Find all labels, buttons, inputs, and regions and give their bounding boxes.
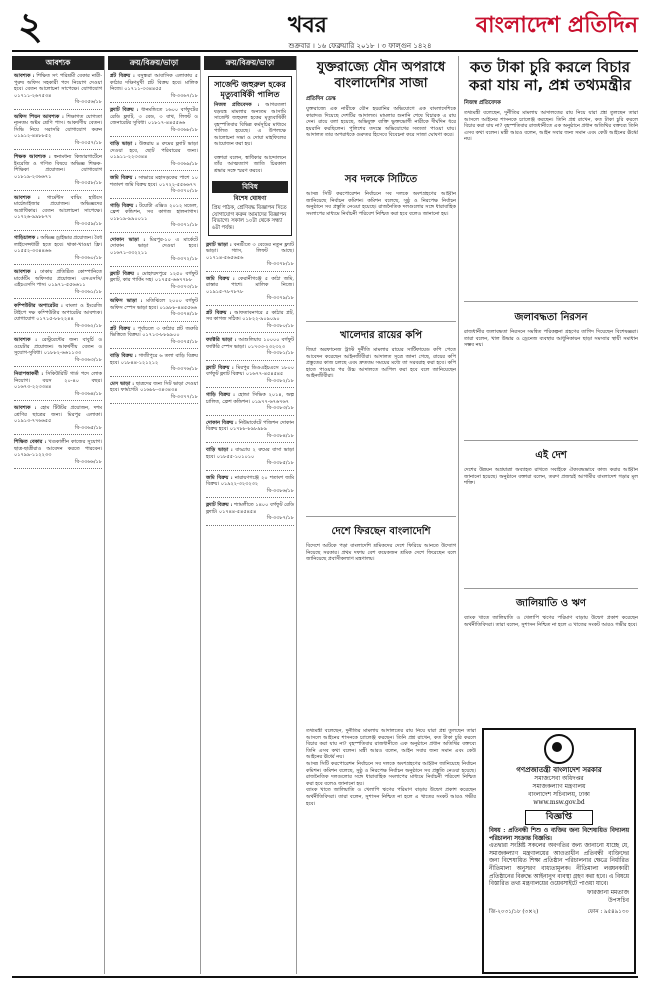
- signatory: ফারজানা মমতাজ: [586, 888, 629, 896]
- ad-reference: বি-৩৩৮০/১৮: [266, 322, 294, 329]
- ad-reference: বি-৩৩৬৯/১৮: [170, 160, 198, 167]
- ad-text: শিক্ষিত সৎ পরিশ্রমী বেকার নারী-পুরুষ অফিস সহকারী পদে নিয়োগ দেওয়া হবে। বেতন আলোচনা সাপেক্ষে। যোগাযোগ ০১৭১১-২৬৭৫৩৪: [14, 73, 103, 99]
- ad-text: স্বনামধন্য কিন্ডারগার্টেনে ইংরেজি ও গণিত বিষয়ে অভিজ্ঞ শিক্ষক-শিক্ষিকা প্রয়োজন। যোগাযোগ ০১৮১৯-২৩৬৬৭১: [14, 154, 102, 180]
- ad-category: ফ্ল্যাট ভাড়া :: [206, 241, 232, 248]
- ad-text: শ্যামলীতে ১৪০০ বর্গফুট রেডি ফ্ল্যাট। ০১৭৪৪-৫৪৫৪৫৪: [206, 502, 294, 515]
- ad-category: আবশ্যক :: [14, 405, 37, 411]
- ad-text: আফতাবনগরে ৫ কাঠার প্লট, সব কাগজ সঠিক। ০১৮২২-৯০৯০৯০: [206, 309, 295, 323]
- ad-category: কম্পিউটার অপারেটর :: [14, 303, 63, 309]
- ad-reference: বি-৩৩৭৪/১৮: [170, 311, 198, 317]
- ad-text: মতিঝিলে ২০০০ বর্গফুট অফিস স্পেস ভাড়া হবে। ০১৯৮৮-৪৪৫৫৬৬: [110, 298, 198, 311]
- news-brief-byline: নিজস্ব প্রতিবেদক :: [214, 102, 260, 108]
- classified-ad: [14, 114, 102, 151]
- masthead: [0, 0, 650, 52]
- ad-text: ধানমন্ডিতে ১৬০০ বর্গফুটের রেডি ফ্ল্যাট, ৩ বেড, ৩ বাথ, লিফট ও জেনারেটর সুবিধা। ০১৮১৭-৪৪৫৫৬৬: [110, 107, 198, 126]
- ad-category: ফ্ল্যাট বিক্রয় :: [206, 364, 234, 371]
- subhead: দেশে ফিরছেন বাংলাদেশি: [331, 526, 431, 537]
- news-brief-title: সার্জেন্ট জহুরুল হকের মৃত্যুবার্ষিকী পালিত: [214, 80, 286, 99]
- ad-category: ফ্ল্যাট বিক্রয় :: [110, 107, 139, 113]
- subhead: খালেদার রায়ের কপি: [339, 330, 422, 341]
- story-body: রাজধানীর জলাবদ্ধতা নিরসনে সমন্বিত পরিকল্পনা গ্রহণের তাগিদ দিয়েছেন বিশেষজ্ঞরা। তারা বলেন, খাল উদ্ধার ও ড্রেনেজ ব্যবস্থার আধুনিকায়ন ছাড়া সমস্যার স্থায়ী সমাধান সম্ভব নয়।: [464, 329, 638, 349]
- story-information-minister: [464, 98, 638, 298]
- story-body: ব্যাংক খাতে জালিয়াতি ও খেলাপি ঋণের পরিমাণ বাড়ায় উদ্বেগ প্রকাশ করেছেন অর্থনীতিবিদরা। তারা বলেন, সুশাসন নিশ্চিত না হলে এ খাতের সংকট আরও গভীর হবে।: [306, 787, 476, 807]
- story-body: তথ্যমন্ত্রী বলেছেন, দুর্নীতির মামলায় আদালতের রায় নিয়ে যারা প্রশ্ন তুলছেন তারা আসলে আইনের শাসনকে চ্যালেঞ্জ করছেন। তিনি প্রশ্ন রাখেন, কত টাকা চুরি করলে বিচার করা যায় না? বৃহস্পতিবার রাজধানীতে এক অনুষ্ঠানে প্রধান অতিথির বক্তব্যে তিনি এসব কথা বলেন। মন্ত্রী আরও বলেন, আইন সবার জন্য সমান এবং কেউ আইনের ঊর্ধ্বে নয়।: [464, 110, 638, 143]
- story-continuation: [306, 728, 476, 974]
- government-seal-icon: [544, 734, 574, 764]
- ad-text: ছাত্রদের জন্য সিট ভাড়া দেওয়া হবে। ফার্মগেট। ০১৬৮৮-৩৪৩৪৩৪: [110, 380, 198, 393]
- ad-reference: বি-৩৩৮৪/১৮: [266, 432, 294, 439]
- ad-category: জমি বিক্রয় :: [206, 474, 233, 481]
- notice-label: বিজ্ঞপ্তি: [525, 810, 593, 825]
- classified-ad: [110, 141, 198, 171]
- ad-text: বনশ্রীতে ৩ বেডের নতুন ফ্ল্যাট ভাড়া। গ্যাস, লিফট আছে। ০১৭১৪-৫৬৫৬৫৬: [206, 241, 294, 261]
- ad-text: উত্তরায় ৪ রুমের ফ্ল্যাট ভাড়া দেওয়া হবে, ছোট পরিবারের জন্য। ০১৯১১-২২৩৩৪৪: [110, 141, 199, 160]
- page-number: ২: [18, 4, 43, 48]
- ad-category: আবশ্যক :: [14, 73, 35, 79]
- news-brief-text: আগরতলা ষড়যন্ত্র মামলার অন্যতম আসামি সার্জেন্ট জহুরুল হকের মৃত্যুবার্ষিকী বৃহস্পতিবার বিভিন্ন কর্মসূচির মাধ্যমে পালিত হয়েছে। এ উপলক্ষে আলোচনা সভা ও দোয়া মাহফিলের আয়োজন করা হয়।: [214, 102, 286, 147]
- govt-website[interactable]: www.msw.gov.bd: [533, 799, 585, 806]
- news-section: [306, 56, 638, 974]
- ad-category: গাড়িচালক :: [14, 235, 39, 241]
- govt-name: গণপ্রজাতন্ত্রী বাংলাদেশ সরকার: [516, 766, 602, 774]
- ad-text: বাংলা ও ইংরেজি টাইপে দক্ষ কম্পিউটার অপারেটর আবশ্যক। যোগাযোগ ০১৭১৫-৮৮২২৪৪: [14, 303, 103, 322]
- notice-phone: ফোন : ৯৫৪৯১৩০: [587, 908, 629, 915]
- classified-ad: [206, 310, 294, 334]
- ad-category: প্লট বিক্রয় :: [110, 73, 135, 79]
- story-body: দেশের উন্নয়ন অগ্রযাত্রা অব্যাহত রাখতে সবাইকে ঐক্যবদ্ধভাবে কাজ করার আহ্বান জানানো হয়েছে। অনুষ্ঠানে বক্তারা বলেন, তরুণ প্রজন্মই আগামীর বাংলাদেশ গড়ার মূল শক্তি।: [464, 467, 638, 487]
- ad-category: দোকান বিক্রয় :: [206, 419, 237, 426]
- classified-ad: [110, 353, 198, 377]
- subhead: সব দলকে সিটিতে: [344, 174, 418, 185]
- classified-column: [204, 56, 297, 974]
- story-this-country: [464, 444, 638, 584]
- notice-subject: বিষয় : প্রতিবন্ধী শিশু ও ব্যক্তির জন্য বিশেষায়িত বিদ্যালয় পরিচালনা সংক্রান্ত বিজ্ঞপ্তি।: [489, 828, 629, 842]
- ad-category: নিরাপত্তাকর্মী :: [14, 371, 44, 377]
- section-title: খবর: [288, 13, 327, 38]
- notice-body: এতদ্বারা সংশ্লিষ্ট সকলের অবগতির জন্য জানানো যাচ্ছে যে, সমাজকল্যাণ মন্ত্রণালয়ের আওতাধীন প্রতিবন্ধী ব্যক্তিদের জন্য বিশেষায়িত শিক্ষা প্রতিষ্ঠান পরিচালনার ক্ষেত্রে নির্ধারিত নীতিমালা অনুসরণ বাধ্যতামূলক। নীতিমালা লঙ্ঘনকারী প্রতিষ্ঠানের বিরুদ্ধে আইনানুগ ব্যবস্থা গ্রহণ করা হবে। এ বিষয়ে বিস্তারিত তথ্য মন্ত্রণালয়ের ওয়েবসাইটে পাওয়া যাবে।: [489, 843, 629, 888]
- ad-category: অফিস ভাড়া :: [110, 298, 143, 304]
- headline-information-minister: কত টাকা চুরি করলে বিচার করা যায় না, প্রশ্ন তথ্যমন্ত্রীর: [468, 58, 632, 94]
- govt-address: বাংলাদেশ সচিবালয়, ঢাকা: [528, 791, 590, 798]
- classified-ad: [14, 337, 102, 367]
- ad-reference: বি-৩৩৭১/১৮: [170, 222, 198, 228]
- ad-text: হোন্ডা সিভিক ২০১৪, অল্প চালিত, ফ্রেশ কন্ডিশন। ০১৯৭৭-৬৭৬৭৬৭: [206, 392, 294, 405]
- ad-text: মিরপুর-১০ এ মার্কেটে দোকান ভাড়া দেওয়া হবে। ০১৬৭১-৩৩২২১১: [110, 236, 198, 256]
- story-fraud-loans: [464, 592, 638, 722]
- subhead: এই দেশ: [535, 450, 567, 461]
- ad-reference: বি-৩৩৬২/১৮: [74, 322, 102, 329]
- ad-text: অভিজ্ঞ ড্রাইভার প্রয়োজন। বৈধ লাইসেন্সধারী হতে হবে। থাকা-খাওয়া ফ্রি। ০১৫৫২-৩৩৪৪৬৬: [14, 235, 103, 254]
- story-uk-sentence: [306, 94, 456, 166]
- ad-reference: বি-৩৩৮১/১৮: [266, 350, 294, 357]
- ad-reference: বি-৩৩৭০/১৮: [170, 188, 198, 194]
- news-brief-box: [208, 76, 292, 236]
- classified-ad: [206, 242, 294, 272]
- govt-ministry: সমাজকল্যাণ মন্ত্রণালয়: [532, 783, 586, 790]
- ad-reference: বি-৩৩৬১/১৮: [74, 288, 102, 295]
- classified-column-heading: ক্রয়/বিক্রয়/ভাড়া: [108, 56, 200, 70]
- govt-department: সমাজসেবা অধিদপ্তর: [534, 775, 584, 782]
- classified-ad: [206, 392, 294, 416]
- story-body: বিদেশে আটকে পড়া বাংলাদেশি শ্রমিকদের দেশে ফিরিয়ে আনতে উদ্যোগ নিয়েছে সরকার। প্রথম দফায় বেশ কয়েকজন শ্রমিক দেশে ফিরেছেন বলে জানিয়েছে প্রবাসীকল্যাণ মন্ত্রণালয়।: [306, 543, 456, 563]
- ad-text: পূর্বাচলে ৩ কাঠার প্লট জরুরি ভিত্তিতে বিক্রয়। ০১৭১৩-৮৮৯৯০০: [110, 325, 199, 338]
- ad-reference: বি-৩৩৭৫/১৮: [170, 338, 198, 345]
- classified-ad: [110, 271, 198, 295]
- classified-ad: [14, 371, 102, 401]
- ad-reference: বি-৩৩৬৩/১৮: [74, 356, 102, 363]
- classified-ad: [14, 235, 102, 265]
- ad-text: বাড্ডায় ২ রুমের বাসা ভাড়া হবে। ০১৮৫৫-১০১০১০: [206, 447, 294, 460]
- classified-ad: [206, 337, 294, 361]
- story-body: যুক্তরাজ্যে এক নারীকে যৌন হয়রানির অভিযোগে এক বাংলাদেশিকে কারাদণ্ড দিয়েছে দেশটির আদালত। মামলার শুনানি শেষে বিচারক এ রায় দেন। রায়ে বলা হয়েছে, অভিযুক্ত ব্যক্তি ভুক্তভোগী নারীকে দীর্ঘদিন ধরে হয়রানি করছিলেন। পুলিশের তদন্তে অভিযোগের সত্যতা পাওয়া যায়। আদালত তার অপরাধকে গুরুতর হিসেবে বিবেচনা করে সাজা ঘোষণা করে।: [306, 106, 456, 139]
- ad-category: মেস ভাড়া :: [110, 380, 135, 387]
- row-divider: [464, 588, 638, 589]
- ad-reference: বি-৩৩৬০/১৮: [74, 254, 102, 261]
- ad-text: গার্মেন্টস বায়িং হাউসে মার্চেন্ডাইজার প্রয়োজন। অভিজ্ঞদের অগ্রাধিকার। বেতন আলোচনা সাপেক্ষে। ০১৭২৬-৯৯৮৮৭৭: [14, 194, 102, 220]
- ad-reference: বি-৩৩৬৭/১৮: [170, 92, 198, 99]
- ad-reference: বি-৩৩৮৩/১৮: [266, 405, 294, 412]
- ad-reference: বি-৩৩৮৫/১৮: [266, 460, 294, 467]
- ad-text: নারায়ণগঞ্জে ২০ শতাংশ জমি বিক্রয়। ০১৯২২-৩২৩২৩২: [206, 474, 294, 488]
- row-divider: [306, 516, 456, 517]
- government-notice: [482, 728, 636, 974]
- classified-ad: [206, 447, 294, 471]
- classified-ad: [110, 107, 198, 137]
- ad-text: ঢাকায় প্রতিষ্ঠিত কোম্পানিতে মার্কেটিং অফিসার প্রয়োজন। এসএসসি/এইচএসসি পাস। ০১৯৭১-৫৫৬৬১১: [14, 269, 102, 288]
- classified-ad: [14, 303, 102, 333]
- ad-text: রেস্টুরেন্টের জন্য বাবুর্চি ও ওয়েটার প্রয়োজন। আকর্ষণীয় বেতন ও সুযোগ-সুবিধা। ০১৮৮২-৬৬১১৩৩: [14, 337, 102, 356]
- ad-reference: বি-৩৩৬৫/১৮: [74, 424, 102, 431]
- ad-category: প্লট বিক্রয় :: [206, 309, 232, 316]
- ad-reference: বি-৩৩৮২/১৮: [266, 377, 294, 384]
- classified-ad: [110, 326, 198, 350]
- dateline: শুক্রবার । ১৬ ফেব্রুয়ারি ২০১৮ । ৩ ফাল্গুন ১৪২৪: [288, 42, 432, 50]
- ad-category: গাড়ি বিক্রয় :: [110, 202, 138, 209]
- story-body: ব্যাংক খাতে জালিয়াতি ও খেলাপি ঋণের পরিমাণ বাড়ায় উদ্বেগ প্রকাশ করেছেন অর্থনীতিবিদরা। তারা বলেন, সুশাসন নিশ্চিত না হলে এ খাতের সংকট আরও গভীর হবে।: [464, 615, 638, 628]
- story-body: আসন্ন সিটি করপোরেশন নির্বাচনে সব দলকে অংশগ্রহণের আহ্বান জানিয়েছে নির্বাচন কমিশন। কমিশন বলেছে, সুষ্ঠু ও নিরপেক্ষ নির্বাচন অনুষ্ঠানে সব প্রস্তুতি নেওয়া হয়েছে। রাজনৈতিক দলগুলোর সঙ্গে ধারাবাহিক সংলাপের মাধ্যমে নির্বাচনী পরিবেশ নিশ্চিত করা হবে বলেও জানানো হয়।: [306, 760, 476, 787]
- column-divider: [458, 56, 459, 726]
- ad-text: টয়োটা এক্সিও ২০১২ মডেল, ফ্রেশ কন্ডিশন, সব কাগজ হালনাগাদ। ০১৮১৯-৯৯০০১১: [110, 202, 198, 222]
- classified-column-heading: ক্রয়/বিক্রয়/ভাড়া: [204, 56, 296, 70]
- ad-reference: বি-৩৩৭২/১৮: [170, 256, 198, 262]
- classified-ad: [206, 502, 294, 526]
- ad-text: বসুন্ধরা আবাসিক এলাকায় ৫ কাঠার দক্ষিণমুখী প্লট বিক্রয় হবে। মালিক নিজে। ০১৭১১-৩৩৪৪৫৫: [110, 73, 198, 92]
- story-waterlogging: [464, 306, 638, 436]
- ad-category: গাড়ি বিক্রয় :: [206, 392, 235, 399]
- ad-text: হোম টিউটর প্রয়োজন, দশম শ্রেণির ছাত্রের জন্য। মিরপুর এলাকা। ০১৯১৩-৭৭৬৬৫৫: [14, 405, 103, 424]
- ad-reference: বি-৩৩৬৬/১৮: [74, 458, 102, 465]
- ad-reference: বি-৩৩৭৬/১৮: [170, 366, 198, 372]
- story-body: জিয়া অরফানেজ ট্রাস্ট দুর্নীতি মামলার রায়ের সার্টিফায়েড কপি পেতে আবেদন করেছেন আইনজীবীরা। আদালত সূত্রে জানা গেছে, রায়ের কপি প্রস্তুতের কাজ চলছে এবং দ্রুততম সময়ের মধ্যে তা সরবরাহ করা হবে। কপি হাতে পাওয়ার পর উচ্চ আদালতে আপিল করা হবে বলে জানিয়েছেন আইনজীবীরা।: [306, 347, 456, 380]
- headline-uk-sentence: যুক্তরাজ্যে যৌন অপরাধে বাংলাদেশির সাজা: [316, 60, 446, 91]
- ad-reference: বি-৩৩৫৭/১৮: [74, 139, 102, 146]
- ad-category: ফ্ল্যাট বিক্রয় :: [206, 502, 233, 509]
- subhead: জলাবদ্ধতা নিরসন: [514, 312, 588, 323]
- ad-text: গাজীপুরে ৬ তলা বাড়ি বিক্রয় হবে। ০১৮৪৪-১২১২১২: [110, 353, 198, 366]
- signatory-title: উপসচিব: [607, 896, 629, 904]
- classified-ad: [110, 175, 198, 199]
- ad-text: সাভারে মহাসড়কের পাশে ১০ শতাংশ জমি বিক্রয় হবে। ০১৭২২-৫৫৬৬৭৭: [110, 175, 198, 188]
- classified-ad: [206, 420, 294, 444]
- story-returnees: [306, 520, 456, 720]
- row-divider: [306, 321, 456, 322]
- ad-reference: বি-৩৩৭৭/১৮: [170, 393, 198, 400]
- row-divider: [464, 440, 638, 441]
- ad-reference: বি-৩৩৮৬/১৮: [266, 487, 294, 494]
- classified-ad: [14, 195, 102, 232]
- classified-column-heading: আবশ্যক: [12, 56, 104, 70]
- ad-category: অফিস পিয়ন আবশ্যক :: [14, 113, 64, 120]
- ad-text: কেরানীগঞ্জে ৫ কাঠা জমি, রাস্তার পাশে। মালিক নিজে। ০১৯১৫-৭৮৭৮৭৮: [206, 275, 294, 295]
- ad-reference: বি-৩৩৭৯/১৮: [266, 295, 294, 302]
- newspaper-name: বাংলাদেশ প্রতিদিন: [475, 13, 638, 38]
- news-brief-paragraph: [214, 155, 286, 178]
- ad-reference: বি-৩৩৭৩/১৮: [170, 283, 198, 290]
- ad-reference: বি-৩৩৬৮/১৮: [170, 126, 198, 133]
- subhead: জালিয়াতি ও ঋণ: [516, 598, 586, 609]
- ad-category: বাড়ি ভাড়া :: [110, 141, 137, 147]
- ad-category: প্লট বিক্রয় :: [110, 325, 135, 332]
- special-notice-text: প্রিয় পাঠক, শ্রেণিবদ্ধ বিজ্ঞাপন দিতে যোগাযোগ করুন আমাদের বিজ্ঞাপন বিভাগে। সকাল ১০টা থেকে সন্ধ্যা ৬টা পর্যন্ত।: [212, 204, 287, 232]
- ad-text: আশুলিয়ায় ১০০০০ বর্গফুট ফ্যাক্টরি স্পেস ভাড়া। ০১৭৩৩-২৩২৩২৩: [206, 337, 295, 350]
- classified-ad: [206, 365, 294, 389]
- masthead-rule: [12, 50, 638, 52]
- ad-text: মিরপুর ডিওএইচএসে ১৮০০ বর্গফুট ফ্ল্যাট বিক্রয়। ০১৬৭৭-৪৫৪৫৪৫: [206, 364, 294, 378]
- ad-text: সিকিউরিটি গার্ড পদে লোক নিয়োগ। বয়স ২০-৪০ বছর। ০১৬৭৩-২২৩৩৪৪: [14, 371, 102, 390]
- ad-category: দোকান ভাড়া :: [110, 236, 146, 243]
- classified-column: [12, 56, 105, 974]
- byline: নিজস্ব প্রতিবেদক: [464, 100, 501, 106]
- ad-category: শিক্ষিত বেকার :: [14, 439, 47, 445]
- row-divider: [464, 301, 638, 302]
- byline: প্রতিদিন ডেস্ক: [306, 96, 336, 102]
- ad-category: জমি বিক্রয় :: [110, 175, 137, 181]
- ad-reference: বি-৩৩৫৬/১৮: [74, 99, 102, 105]
- ad-category: আবশ্যক :: [14, 337, 38, 343]
- ad-reference: বি-৩৩৫৮/১৮: [74, 180, 102, 186]
- notice-footer: [489, 909, 629, 917]
- classified-ad: [14, 439, 102, 469]
- ad-reference: বি-৩৩৫৯/১৮: [74, 220, 102, 227]
- classified-column: [108, 56, 201, 974]
- ad-category: ফ্যাক্টরি ভাড়া :: [206, 337, 237, 344]
- footer-rule: [12, 976, 638, 978]
- classified-ad: [110, 73, 198, 103]
- ad-category: বাড়ি বিক্রয় :: [110, 353, 137, 359]
- misc-heading: বিবিধ: [212, 181, 288, 193]
- ad-category: বাড়ি ভাড়া :: [206, 447, 233, 454]
- classified-ad: [14, 154, 102, 191]
- classified-ad: [110, 203, 198, 233]
- classified-ad: [110, 298, 198, 322]
- classified-ad: [206, 276, 294, 306]
- ad-category: আবশ্যক :: [14, 194, 40, 201]
- news-brief-paragraph: [214, 102, 286, 151]
- ad-category: ফ্ল্যাট বিক্রয় :: [110, 270, 139, 277]
- news-brief-text: বক্তারা বলেন, স্বাধিকার আন্দোলনে তাঁর আত্মত্যাগ জাতি চিরকাল শ্রদ্ধার সঙ্গে স্মরণ করবে।: [214, 154, 286, 174]
- story-body: তথ্যমন্ত্রী বলেছেন, দুর্নীতির মামলায় আদালতের রায় নিয়ে যারা প্রশ্ন তুলছেন তারা আসলে আইনের শাসনকে চ্যালেঞ্জ করছেন। তিনি প্রশ্ন রাখেন, কত টাকা চুরি করলে বিচার করা যায় না? বৃহস্পতিবার রাজধানীতে এক অনুষ্ঠানে প্রধান অতিথির বক্তব্যে তিনি এসব কথা বলেন। মন্ত্রী আরও বলেন, আইন সবার জন্য সমান এবং কেউ আইনের ঊর্ধ্বে নয়।: [306, 728, 476, 761]
- story-city-election: [306, 168, 456, 318]
- ad-category: শিক্ষক আবশ্যক :: [14, 154, 51, 160]
- ad-text: শিক্ষাগত যোগ্যতা ন্যূনতম অষ্টম শ্রেণি পাস। আকর্ষণীয় বেতন। সিভি নিয়ে সরাসরি যোগাযোগ করুন ০১৯১২-৪৪৮৮৫২: [14, 113, 103, 139]
- classified-ad: [206, 475, 294, 499]
- classified-ad: [110, 237, 198, 267]
- special-notice-title: বিশেষ ঘোষণা: [233, 195, 267, 202]
- story-body: আসন্ন সিটি করপোরেশন নির্বাচনে সব দলকে অংশগ্রহণের আহ্বান জানিয়েছে নির্বাচন কমিশন। কমিশন বলেছে, সুষ্ঠু ও নিরপেক্ষ নির্বাচন অনুষ্ঠানে সব প্রস্তুতি নেওয়া হয়েছে। রাজনৈতিক দলগুলোর সঙ্গে ধারাবাহিক সংলাপের মাধ্যমে নির্বাচনী পরিবেশ নিশ্চিত করা হবে বলেও জানানো হয়।: [306, 191, 456, 217]
- ad-category: আবশ্যক :: [14, 269, 37, 275]
- ad-reference: বি-৩৩৮৭/১৮: [266, 515, 294, 522]
- ad-text: খণ্ডকালীন কাজের সুযোগ। ছাত্র-ছাত্রীরাও আবেদন করতে পারবেন। ০১৭৯৯-১১২২৩৩: [14, 439, 102, 458]
- ad-reference: বি-৩৩৬৪/১৮: [74, 390, 102, 397]
- ad-text: মোহাম্মদপুরে ১২৫০ বর্গফুট ফ্ল্যাট, কার পার্কিং সহ। ০১৭৫৫-৬৬৭৭৮৮: [110, 270, 198, 283]
- ad-reference: বি-৩৩৭৮/১৮: [266, 261, 294, 268]
- classified-ad: [110, 381, 198, 405]
- notice-ref: জি-২০৩১/১৮ (৩×২): [489, 908, 539, 915]
- classified-ad: [14, 269, 102, 299]
- classifieds-section: [12, 56, 298, 974]
- story-verdict-copy: [306, 324, 456, 514]
- classified-ad: [14, 405, 102, 435]
- classified-ad: [14, 73, 102, 110]
- ad-category: জমি বিক্রয় :: [206, 275, 235, 282]
- ad-text: নিউমার্কেটে পজিশন দোকান বিক্রয় হবে। ০১৭৮৮-৮৯৮৯৮৯: [206, 419, 294, 433]
